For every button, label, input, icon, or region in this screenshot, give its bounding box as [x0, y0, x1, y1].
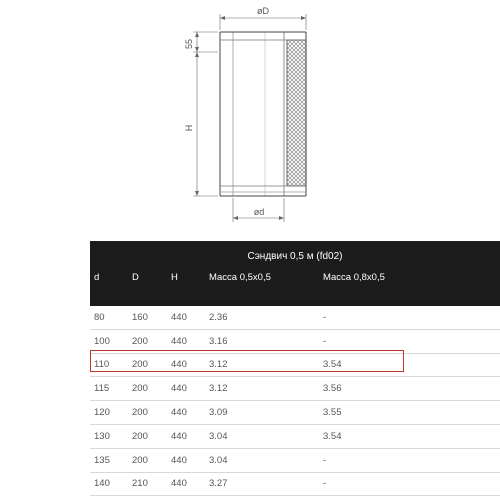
cell-mass-08: 3.54: [323, 353, 500, 377]
cell-d: 100: [90, 329, 132, 353]
cell-outer-d: 200: [132, 377, 171, 401]
cell-outer-d: 200: [132, 448, 171, 472]
cell-mass-05: 3.16: [209, 329, 323, 353]
table-row: [90, 472, 500, 496]
header-mass-08: Масса 0,8х0,5: [323, 272, 500, 306]
cell-mass-05: 3.04: [209, 424, 323, 448]
table-row-highlighted: [90, 353, 500, 377]
table-row: [90, 306, 500, 329]
cell-mass-08: -: [323, 472, 500, 496]
cell-mass-08: 3.55: [323, 401, 500, 425]
insulation-layer: [287, 40, 306, 186]
cell-h: 440: [171, 448, 209, 472]
table-title: Сэндвич 0,5 м (fd02): [90, 241, 500, 272]
cell-h: 440: [171, 329, 209, 353]
cell-outer-d: 200: [132, 353, 171, 377]
table-row: [90, 329, 500, 353]
cell-outer-d: 210: [132, 472, 171, 496]
header-h: H: [171, 272, 209, 306]
table-row: [90, 448, 500, 472]
cell-outer-d: 160: [132, 306, 171, 329]
table-row: [90, 377, 500, 401]
cell-h: 440: [171, 353, 209, 377]
cell-d: 120: [90, 401, 132, 425]
cell-d: 135: [90, 448, 132, 472]
cell-mass-05: 3.04: [209, 448, 323, 472]
cell-mass-05: 3.09: [209, 401, 323, 425]
cell-mass-08: 3.56: [323, 377, 500, 401]
cell-mass-05: 2.36: [209, 306, 323, 329]
cell-mass-05: 3.27: [209, 472, 323, 496]
cell-h: 440: [171, 401, 209, 425]
cell-outer-d: 200: [132, 401, 171, 425]
header-d: d: [90, 272, 132, 306]
table-row: [90, 424, 500, 448]
technical-drawing: [0, 0, 500, 240]
cell-d: 140: [90, 472, 132, 496]
inner-diameter-dimension: [233, 198, 284, 222]
cell-mass-08: 3.54: [323, 424, 500, 448]
cell-mass-05: 3.12: [209, 377, 323, 401]
header-outer-d: D: [132, 272, 171, 306]
cell-h: 440: [171, 424, 209, 448]
table-row: [90, 401, 500, 425]
height-dimension: [184, 32, 218, 196]
outer-diameter-label: øD: [257, 6, 269, 16]
cell-d: 115: [90, 377, 132, 401]
cell-h: 440: [171, 306, 209, 329]
cell-mass-08: -: [323, 306, 500, 329]
cell-d: 80: [90, 306, 132, 329]
inner-diameter-label: ød: [253, 207, 265, 217]
specification-table: [90, 241, 500, 496]
cell-mass-08: -: [323, 329, 500, 353]
height-label: H: [184, 124, 194, 132]
cell-h: 440: [171, 377, 209, 401]
cell-h: 440: [171, 472, 209, 496]
header-mass-05: Масса 0,5х0,5: [209, 272, 323, 306]
cell-mass-05: 3.12: [209, 353, 323, 377]
cell-outer-d: 200: [132, 329, 171, 353]
cell-outer-d: 200: [132, 424, 171, 448]
outer-diameter-dimension: [220, 6, 306, 30]
top-dimension-label: 55: [184, 38, 194, 50]
sandwich-pipe-body: [220, 32, 306, 196]
cell-d: 110: [90, 353, 132, 377]
cell-mass-08: -: [323, 448, 500, 472]
cell-d: 130: [90, 424, 132, 448]
